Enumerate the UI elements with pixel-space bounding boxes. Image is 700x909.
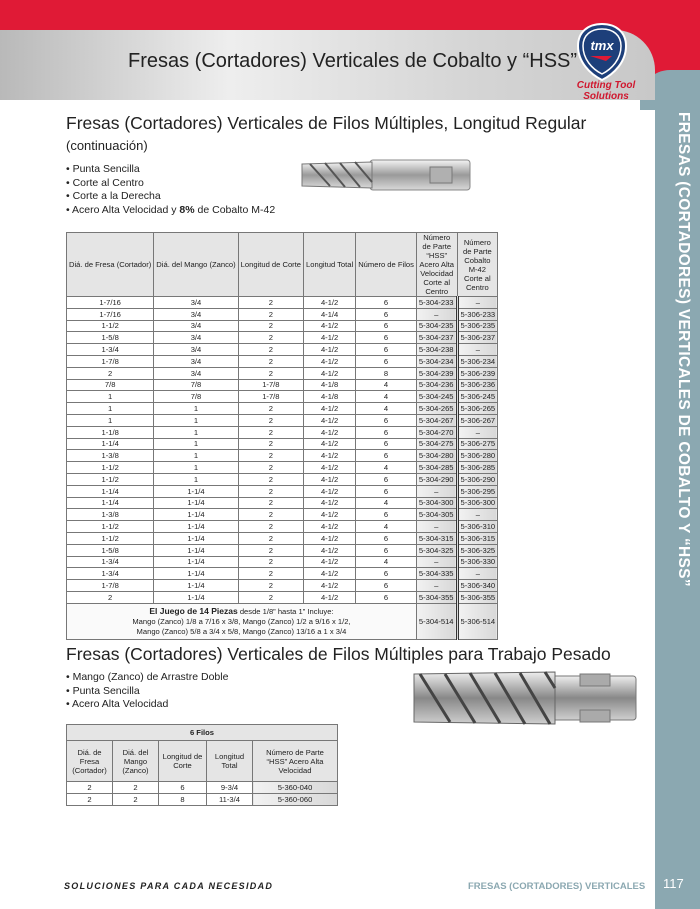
- table-cell: 6: [356, 344, 417, 356]
- table-cell: 7/8: [154, 391, 238, 403]
- table-cell: 5-306-239: [457, 367, 498, 379]
- page-title: Fresas (Cortadores) Verticales de Cobalto y “HSS”: [128, 50, 578, 72]
- table-cell: 2: [238, 308, 303, 320]
- col-cut-length: Longitud de Corte: [159, 741, 207, 782]
- group-header-row: [67, 725, 338, 741]
- table-cell: –: [457, 568, 498, 580]
- table-row: [67, 568, 498, 580]
- table-cell: 5-306-330: [457, 556, 498, 568]
- table-cell: 1: [154, 403, 238, 415]
- col-shank-dia: Diá. del Mango (Zanco): [113, 741, 159, 782]
- col-hss-part: Número de Parte “HSS” Acero Alta Velocidad: [253, 741, 338, 782]
- col-cut-length: Longitud de Corte: [238, 233, 303, 297]
- table-row: [67, 580, 498, 592]
- table-cell: 3/4: [154, 355, 238, 367]
- table-cell: –: [416, 485, 457, 497]
- table-cell: 2: [238, 297, 303, 309]
- table-row: [67, 403, 498, 415]
- table-cell: 5-306-245: [457, 391, 498, 403]
- table-cell: 1-7/8: [238, 391, 303, 403]
- table-cell: 5-304-335: [416, 568, 457, 580]
- table-cell: 6: [356, 473, 417, 485]
- table-cell: 4-1/2: [304, 438, 356, 450]
- table-cell: –: [457, 344, 498, 356]
- feature-item: • Acero Alta Velocidad: [66, 698, 228, 712]
- table-cell: 5-304-236: [416, 379, 457, 391]
- table-cell: 6: [356, 450, 417, 462]
- table-cell: 1-5/8: [67, 332, 154, 344]
- set-line: Mango (Zanco) 5/8 a 3/4 x 5/8, Mango (Zanco) 13/16 a 1 x 3/4: [136, 626, 347, 636]
- table-cell: –: [457, 509, 498, 521]
- table-cell: 5-306-285: [457, 462, 498, 474]
- table-row: [67, 426, 498, 438]
- section2-features: [66, 671, 228, 712]
- table-row: [67, 556, 498, 568]
- table-cell: 5-304-234: [416, 355, 457, 367]
- section1-subtitle: (continuación): [66, 138, 148, 153]
- table-cell: 5-304-267: [416, 414, 457, 426]
- table-cell: 2: [67, 367, 154, 379]
- table-cell: 5-304-275: [416, 438, 457, 450]
- table-cell: 5-306-290: [457, 473, 498, 485]
- table-cell: 4-1/2: [304, 497, 356, 509]
- table-cell: 6: [356, 297, 417, 309]
- table-cell: 8: [356, 367, 417, 379]
- table-cell: 6: [356, 332, 417, 344]
- heavy-duty-table: [66, 724, 338, 806]
- table-cell: 5-304-315: [416, 532, 457, 544]
- table-cell: 4-1/2: [304, 521, 356, 533]
- table-cell: 4-1/2: [304, 509, 356, 521]
- footer-section: FRESAS (CORTADORES) VERTICALES: [468, 881, 646, 892]
- table-cell: 2: [238, 544, 303, 556]
- table-cell: 1-7/16: [67, 308, 154, 320]
- table-cell: 4-1/2: [304, 367, 356, 379]
- table-cell: 2: [238, 473, 303, 485]
- table-cell: 5-306-236: [457, 379, 498, 391]
- table-row: [67, 462, 498, 474]
- table-cell: 1-1/2: [67, 521, 154, 533]
- set-line: desde 1/8” hasta 1” Incluye:: [237, 606, 334, 616]
- table-cell: 1-1/4: [154, 485, 238, 497]
- table-cell: 1: [154, 438, 238, 450]
- table-cell: 4-1/2: [304, 580, 356, 592]
- table-cell: 4: [356, 462, 417, 474]
- table-cell: 4-1/2: [304, 320, 356, 332]
- table-header-row: [67, 233, 498, 297]
- table-cell: 5-306-237: [457, 332, 498, 344]
- table-cell: 2: [238, 355, 303, 367]
- table-cell: 4-1/2: [304, 403, 356, 415]
- table-cell: 2: [67, 793, 113, 805]
- set-description: [67, 603, 417, 639]
- table-row: [67, 332, 498, 344]
- table-cell: 3/4: [154, 332, 238, 344]
- table-cell: 6: [356, 580, 417, 592]
- table-cell: 5-304-280: [416, 450, 457, 462]
- table-cell: 2: [238, 450, 303, 462]
- table-row: [67, 485, 498, 497]
- table-cell: 1-1/4: [154, 568, 238, 580]
- table-cell: 3/4: [154, 297, 238, 309]
- table-cell: 4-1/4: [304, 308, 356, 320]
- table-cell: 4-1/2: [304, 473, 356, 485]
- table-cell: 2: [238, 462, 303, 474]
- set-cobalt-part: 5-306-514: [457, 603, 498, 639]
- feature-item: • Mango (Zanco) de Arrastre Doble: [66, 671, 228, 685]
- table-cell: 2: [67, 591, 154, 603]
- table-row: [67, 532, 498, 544]
- table-cell: 6: [356, 438, 417, 450]
- table-cell: 1-3/4: [67, 568, 154, 580]
- table-cell: 2: [238, 414, 303, 426]
- feature-item: • Corte a la Derecha: [66, 190, 275, 204]
- logo-tagline-1: Cutting Tool: [576, 80, 636, 91]
- table-row: [67, 379, 498, 391]
- table-cell: 5-306-310: [457, 521, 498, 533]
- table-cell: –: [416, 521, 457, 533]
- table-row: [67, 509, 498, 521]
- table-cell: 6: [356, 532, 417, 544]
- table-cell: 1-1/4: [154, 509, 238, 521]
- table-cell: 1-3/8: [67, 509, 154, 521]
- table-row: [67, 355, 498, 367]
- table-cell: 6: [356, 308, 417, 320]
- table-header-row: [67, 741, 338, 782]
- table-cell: 1-1/4: [154, 544, 238, 556]
- table-cell: 1-7/16: [67, 297, 154, 309]
- table-cell: 1-1/2: [67, 462, 154, 474]
- section1-features: [66, 163, 275, 217]
- table-cell: 1: [154, 473, 238, 485]
- table-cell: 1-1/4: [154, 580, 238, 592]
- table-cell: 6: [159, 782, 207, 794]
- table-cell: –: [416, 556, 457, 568]
- table-cell: 5-306-295: [457, 485, 498, 497]
- table-cell: 8: [159, 793, 207, 805]
- table-cell: 2: [238, 568, 303, 580]
- sidebar-vertical-title: FRESAS (CORTADORES) VERTICALES DE COBALTO Y “HSS”: [675, 112, 692, 587]
- table-cell: 2: [238, 438, 303, 450]
- table-cell: 5-306-275: [457, 438, 498, 450]
- col-cutter-dia: Diá. de Fresa (Cortador): [67, 741, 113, 782]
- table-cell: 7/8: [67, 379, 154, 391]
- svg-text:tmx: tmx: [590, 38, 614, 53]
- heavy-duty-end-mill-image: [410, 666, 638, 728]
- table-cell: –: [457, 297, 498, 309]
- table-cell: 2: [238, 591, 303, 603]
- table-cell: 5-306-267: [457, 414, 498, 426]
- table-cell: 5-306-233: [457, 308, 498, 320]
- logo-tagline-2: Solutions: [583, 91, 629, 102]
- table-row: [67, 391, 498, 403]
- table-cell: 4-1/8: [304, 391, 356, 403]
- page-number: 117: [663, 876, 684, 891]
- table-cell: 5-306-325: [457, 544, 498, 556]
- table-cell: 5-306-300: [457, 497, 498, 509]
- table-row: [67, 544, 498, 556]
- table-cell: 1-7/8: [238, 379, 303, 391]
- table-row: [67, 497, 498, 509]
- table-row: [67, 521, 498, 533]
- table-cell: 4-1/2: [304, 426, 356, 438]
- feature-item: • Corte al Centro: [66, 177, 275, 191]
- table-cell: 3/4: [154, 344, 238, 356]
- table-cell: 2: [113, 793, 159, 805]
- table-row: [67, 450, 498, 462]
- logo-tagline: [566, 80, 646, 102]
- table-cell: 5-304-355: [416, 591, 457, 603]
- table-cell: 1-3/4: [67, 344, 154, 356]
- table-cell: 5-306-265: [457, 403, 498, 415]
- table-row: [67, 308, 498, 320]
- table-cell: 5-304-270: [416, 426, 457, 438]
- table-cell: 5-304-235: [416, 320, 457, 332]
- table-cell: 3/4: [154, 320, 238, 332]
- table-row: [67, 344, 498, 356]
- set-title: El Juego de 14 Piezas: [149, 605, 238, 616]
- table-cell: 1-1/8: [67, 426, 154, 438]
- table-cell: 5-306-235: [457, 320, 498, 332]
- table-cell: 5-306-355: [457, 591, 498, 603]
- table-cell: 2: [238, 556, 303, 568]
- table-cell: 4: [356, 521, 417, 533]
- table-cell: 6: [356, 568, 417, 580]
- col-hss-part: Número de Parte “HSS” Acero Alta Velocidad Corte al Centro: [416, 233, 457, 297]
- table-cell: 2: [67, 782, 113, 794]
- table-row: [67, 414, 498, 426]
- table-cell: 5-360-040: [253, 782, 338, 794]
- table-cell: 2: [238, 426, 303, 438]
- table-cell: 5-304-239: [416, 367, 457, 379]
- table-cell: –: [457, 426, 498, 438]
- table-cell: 2: [238, 532, 303, 544]
- table-cell: 2: [238, 332, 303, 344]
- table-cell: 9-3/4: [207, 782, 253, 794]
- table-cell: 1-1/4: [154, 532, 238, 544]
- col-cobalt-part: Número de Parte Cobalto M-42 Corte al Centro: [457, 233, 498, 297]
- table-cell: 11-3/4: [207, 793, 253, 805]
- set-hss-part: 5-304-514: [416, 603, 457, 639]
- table-cell: 6: [356, 426, 417, 438]
- table-cell: 2: [238, 320, 303, 332]
- table-cell: 5-306-234: [457, 355, 498, 367]
- table-cell: 4-1/2: [304, 462, 356, 474]
- table-cell: 5-304-305: [416, 509, 457, 521]
- feature-item: [66, 204, 275, 218]
- table-cell: 1-1/4: [154, 521, 238, 533]
- table-cell: 3/4: [154, 367, 238, 379]
- end-mill-image: [300, 150, 472, 200]
- table-cell: 5-304-290: [416, 473, 457, 485]
- table-cell: 1-1/4: [67, 485, 154, 497]
- table-cell: 5-304-325: [416, 544, 457, 556]
- table-cell: 5-304-233: [416, 297, 457, 309]
- tmx-logo: [576, 22, 628, 82]
- col-cutter-dia: Diá. de Fresa (Cortador): [67, 233, 154, 297]
- table-cell: 1-1/4: [67, 438, 154, 450]
- table-cell: 6: [356, 320, 417, 332]
- feature-item: • Punta Sencilla: [66, 163, 275, 177]
- table-cell: 4-1/2: [304, 344, 356, 356]
- table-cell: 4-1/2: [304, 414, 356, 426]
- table-cell: 2: [238, 521, 303, 533]
- table-cell: 1: [67, 391, 154, 403]
- table-cell: 1-7/8: [67, 580, 154, 592]
- table-cell: 1: [67, 403, 154, 415]
- col-total-length: Longitud Total: [207, 741, 253, 782]
- table-cell: 4-1/2: [304, 532, 356, 544]
- table-cell: 4: [356, 391, 417, 403]
- table-cell: 1: [154, 414, 238, 426]
- table-cell: 4-1/8: [304, 379, 356, 391]
- table-cell: 2: [238, 580, 303, 592]
- table-cell: 1-1/4: [154, 497, 238, 509]
- table-cell: 4-1/2: [304, 355, 356, 367]
- table-cell: 1-1/2: [67, 532, 154, 544]
- table-cell: 5-304-285: [416, 462, 457, 474]
- table-cell: 1-5/8: [67, 544, 154, 556]
- table-cell: 1: [154, 462, 238, 474]
- table-cell: 2: [238, 367, 303, 379]
- table-row: [67, 473, 498, 485]
- feature-bold: 8%: [179, 203, 195, 216]
- table-cell: 5-304-265: [416, 403, 457, 415]
- table-cell: 1-1/4: [154, 591, 238, 603]
- table-cell: –: [416, 580, 457, 592]
- table-cell: 6: [356, 509, 417, 521]
- table-cell: 1-7/8: [67, 355, 154, 367]
- table-cell: 7/8: [154, 379, 238, 391]
- group-six-flutes: 6 Filos: [67, 725, 338, 741]
- table-cell: 1: [154, 426, 238, 438]
- table-cell: 6: [356, 485, 417, 497]
- table-cell: 1-1/2: [67, 473, 154, 485]
- table-cell: 2: [238, 403, 303, 415]
- feature-text: de Cobalto M-42: [194, 203, 276, 216]
- table-cell: 4-1/2: [304, 591, 356, 603]
- table-cell: 2: [113, 782, 159, 794]
- footer-slogan: SOLUCIONES PARA CADA NECESIDAD: [64, 881, 274, 891]
- table-cell: 4-1/2: [304, 568, 356, 580]
- table-cell: 4-1/2: [304, 556, 356, 568]
- table-cell: 4-1/2: [304, 450, 356, 462]
- table-cell: 4-1/2: [304, 485, 356, 497]
- table-cell: 6: [356, 591, 417, 603]
- table-cell: 5-360-060: [253, 793, 338, 805]
- table-cell: –: [416, 308, 457, 320]
- table-row: [67, 793, 338, 805]
- table-cell: 4: [356, 379, 417, 391]
- table-cell: 5-304-237: [416, 332, 457, 344]
- table-cell: 1-3/4: [67, 556, 154, 568]
- table-cell: 4-1/2: [304, 544, 356, 556]
- table-cell: 1: [67, 414, 154, 426]
- table-cell: 3/4: [154, 308, 238, 320]
- table-cell: 5-306-340: [457, 580, 498, 592]
- table-cell: 6: [356, 544, 417, 556]
- table-cell: 2: [238, 509, 303, 521]
- table-cell: 5-306-315: [457, 532, 498, 544]
- table-row: [67, 591, 498, 603]
- table-cell: 4-1/2: [304, 332, 356, 344]
- table-cell: 1-1/2: [67, 320, 154, 332]
- table-row: [67, 782, 338, 794]
- table-cell: 1-1/4: [67, 497, 154, 509]
- regular-length-table: [66, 232, 498, 640]
- section2-title: Fresas (Cortadores) Verticales de Filos Múltiples para Trabajo Pesado: [66, 644, 611, 664]
- col-flutes: Número de Filos: [356, 233, 417, 297]
- table-row: [67, 320, 498, 332]
- table-cell: 2: [238, 344, 303, 356]
- col-total-length: Longitud Total: [304, 233, 356, 297]
- table-cell: 1: [154, 450, 238, 462]
- table-cell: 4: [356, 497, 417, 509]
- feature-item: • Punta Sencilla: [66, 685, 228, 699]
- feature-text: Acero Alta Velocidad y: [72, 203, 180, 216]
- col-shank-dia: Diá. del Mango (Zanco): [154, 233, 238, 297]
- table-cell: 6: [356, 414, 417, 426]
- table-cell: 5-304-238: [416, 344, 457, 356]
- table-cell: 4: [356, 556, 417, 568]
- table-cell: 4-1/2: [304, 297, 356, 309]
- table-cell: 2: [238, 485, 303, 497]
- section1-title: Fresas (Cortadores) Verticales de Filos Múltiples, Longitud Regular: [66, 113, 587, 133]
- table-row: [67, 438, 498, 450]
- table-cell: 2: [238, 497, 303, 509]
- table-cell: 5-306-280: [457, 450, 498, 462]
- table-cell: 1-1/4: [154, 556, 238, 568]
- table-row: [67, 367, 498, 379]
- set-line: Mango (Zanco) 1/8 a 7/16 x 3/8, Mango (Zanco) 1/2 a 9/16 x 1/2,: [132, 616, 351, 626]
- table-cell: 5-304-245: [416, 391, 457, 403]
- table-cell: 1-3/8: [67, 450, 154, 462]
- table-cell: 6: [356, 355, 417, 367]
- table-cell: 5-304-300: [416, 497, 457, 509]
- table-row: [67, 297, 498, 309]
- table-cell: 4: [356, 403, 417, 415]
- set-row: [67, 603, 498, 639]
